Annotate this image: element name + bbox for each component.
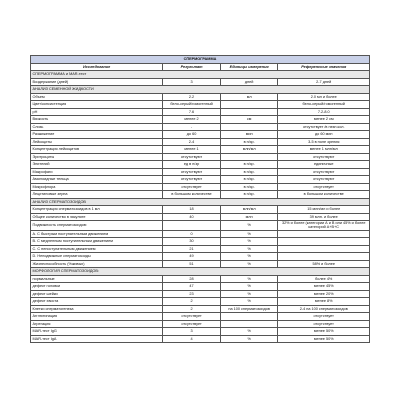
result-value: 2 [163,305,221,313]
unit-value: % [220,238,278,246]
result-value: 18 [163,206,221,214]
table-row [31,328,370,336]
study-name: Слизь [31,123,163,131]
header-row [31,63,370,71]
reference-value: отсутствует /в незн.кол. [278,123,370,131]
table-row [31,206,370,214]
unit-value: дней [220,78,278,86]
result-value: 3 [163,78,221,86]
section-row [31,86,370,94]
study-name: D. Неподвижные сперматозоиды [31,253,163,261]
study-name: Общее количество в эякуляте [31,213,163,221]
reference-value: до 60 мин [278,131,370,139]
header-study: Исследование [31,63,163,71]
table-row [31,161,370,169]
result-value: менее 2 [163,116,221,124]
unit-value: на 100 сперматозоидов [220,305,278,313]
table-row [31,176,370,184]
section-title: АНАЛИЗ СЕМЕННОЙ ЖИДКОСТИ [31,86,370,94]
table-row [31,78,370,86]
result-value: 2.2 [163,93,221,101]
result-value: отсутствует [163,313,221,321]
reference-value: 2-7 дней [278,78,370,86]
unit-value: мл [220,93,278,101]
table-row [31,305,370,313]
unit-value [220,313,278,321]
unit-value: в п/зр. [220,176,278,184]
result-value: 28 [163,275,221,283]
study-name: Объем [31,93,163,101]
result-value: 2 [163,298,221,306]
study-name: Подвижность сперматозоидов: [31,221,163,231]
table-row [31,245,370,253]
unit-value: в п/зр. [220,161,278,169]
table-row [31,253,370,261]
table-row [31,320,370,328]
result-value: 40 [163,213,221,221]
reference-value [278,245,370,253]
unit-value [220,320,278,328]
reference-value: 2-4 на 100 сперматозоидов [278,305,370,313]
result-value: 0 [163,230,221,238]
study-name: Лейкоциты [31,138,163,146]
table-row [31,146,370,154]
table-row [31,191,370,199]
result-value: 7.6 [163,108,221,116]
result-value: отсутствуют [163,176,221,184]
table-row [31,230,370,238]
unit-value [220,153,278,161]
unit-value: в п/зр. [220,138,278,146]
reference-value: 39 млн. и более [278,213,370,221]
reference-value: в большом количестве [278,191,370,199]
result-value: отсутствует [163,320,221,328]
unit-value: % [220,283,278,291]
result-value: 30 [163,238,221,246]
result-value: отсутствуют [163,153,221,161]
section-title: СПЕРМОГРАММА и MAR-тест [31,71,370,79]
study-name: Амилоидные тельца [31,176,163,184]
section-title: МОРФОЛОГИЯ СПЕРМАТОЗОИДОВ: [31,268,370,276]
unit-value: млн/мл [220,146,278,154]
reference-value: менее 8% [278,298,370,306]
reference-value: 15 млн/мл и более [278,206,370,214]
unit-value [220,108,278,116]
study-name: дефект хвоста [31,298,163,306]
reference-value: менее 1 млн/мл [278,146,370,154]
reference-value: отсутствует [278,313,370,321]
reference-value: 3-5 в поле зрения [278,138,370,146]
unit-value: % [220,290,278,298]
reference-value: бело-серый/гомогенный [278,101,370,109]
reference-value: 32% и более (категории А и В или 45% и более категорий A+B+C [278,221,370,231]
reference-value [278,230,370,238]
unit-value: % [220,253,278,261]
section-row [31,198,370,206]
reference-value [278,253,370,261]
result-value: 4 [163,335,221,343]
reference-value: отсутствуют [278,168,370,176]
table-row [31,116,370,124]
table-row [31,183,370,191]
study-name: C. С непоступательным движением [31,245,163,253]
study-name: MAR-тест IgG [31,328,163,336]
unit-value: % [220,298,278,306]
table-row [31,298,370,306]
unit-value: в п/зр. [220,168,278,176]
report-title-row [31,56,370,64]
table-row [31,138,370,146]
reference-value: 2.0 мл и более [278,93,370,101]
study-name: Цвет/консистенция [31,101,163,109]
table-row [31,213,370,221]
table-row [31,131,370,139]
study-name: Концентрация лейкоцитов [31,146,163,154]
result-value: ед в п/зр [163,161,221,169]
section-title: АНАЛИЗ СПЕРМАТОЗОИДОВ [31,198,370,206]
result-value: бело-серый/гомогенный [163,101,221,109]
result-value: 49 [163,253,221,261]
reference-value: 7.2-8.0 [278,108,370,116]
study-name: Агглютинация [31,313,163,321]
table-row [31,101,370,109]
report-title: СПЕРМОГРАММА [31,56,370,64]
header-result: Результат [163,63,221,71]
reference-value: отсутствует [278,320,370,328]
study-name: Концентрация сперматозоидов в 1 мл [31,206,163,214]
study-name: Эритроциты [31,153,163,161]
result-value: отсутствуют [163,168,221,176]
reference-value: менее 2 см [278,116,370,124]
table-row [31,313,370,321]
reference-value: отсутствует [278,183,370,191]
section-row [31,71,370,79]
study-name: Эпителий [31,161,163,169]
reference-value: 58% и более [278,260,370,268]
study-name: Агрегация [31,320,163,328]
study-name: Воздержание (дней) [31,78,163,86]
table-row [31,283,370,291]
unit-value: % [220,260,278,268]
reference-value [278,238,370,246]
table-row [31,93,370,101]
unit-value: млн/мл [220,206,278,214]
reference-value: менее 50% [278,328,370,336]
reference-value: менее 45% [278,283,370,291]
reference-value: отсутствуют [278,153,370,161]
unit-value: % [220,328,278,336]
unit-value: см [220,116,278,124]
reference-value: единичные [278,161,370,169]
spermogram-table [30,55,370,343]
result-value: 51 [163,260,221,268]
unit-value: млн [220,213,278,221]
result-value: до 60 [163,131,221,139]
result-value: - [163,123,221,131]
result-value: менее 1 [163,146,221,154]
unit-value: % [220,221,278,231]
table-row [31,238,370,246]
table-row [31,221,370,231]
study-name: pH [31,108,163,116]
result-value [163,221,221,231]
table-row [31,335,370,343]
table-row [31,123,370,131]
study-name: Макрофаги [31,168,163,176]
study-name: Жизнеспособность (%живых) [31,260,163,268]
table-row [31,108,370,116]
study-name: Вязкость [31,116,163,124]
reference-value: отсутствуют [278,176,370,184]
table-row [31,260,370,268]
unit-value: мин [220,131,278,139]
unit-value [220,123,278,131]
unit-value: % [220,230,278,238]
reference-value: более 4% [278,275,370,283]
result-value: отсутствует [163,183,221,191]
result-value: 3 [163,328,221,336]
result-value: 47 [163,283,221,291]
table-row [31,290,370,298]
unit-value: % [220,245,278,253]
study-name: Клетки сперматогенеза [31,305,163,313]
header-reference: Референсные значения [278,63,370,71]
study-name: A. С быстрым поступательным движением [31,230,163,238]
study-name: MAR-тест IgA [31,335,163,343]
study-name: Лецитиновые зерна [31,191,163,199]
reference-value: менее 20% [278,290,370,298]
unit-value: в п/зр. [220,183,278,191]
study-name: Разжижение [31,131,163,139]
table-row [31,168,370,176]
study-name: дефект шейки [31,290,163,298]
table-row [31,275,370,283]
study-name: нормальные [31,275,163,283]
unit-value [220,101,278,109]
reference-value: менее 50% [278,335,370,343]
result-value: в большом количестве [163,191,221,199]
section-row [31,268,370,276]
result-value: 23 [163,290,221,298]
unit-value: % [220,275,278,283]
unit-value: % [220,335,278,343]
header-unit: Единицы измерения [220,63,278,71]
table-row [31,153,370,161]
result-value: 2-4 [163,138,221,146]
study-name: дефект головки [31,283,163,291]
result-value: 21 [163,245,221,253]
study-name: B. С медленным поступательным движением [31,238,163,246]
study-name: Микрофлора [31,183,163,191]
unit-value: в п/зр. [220,191,278,199]
